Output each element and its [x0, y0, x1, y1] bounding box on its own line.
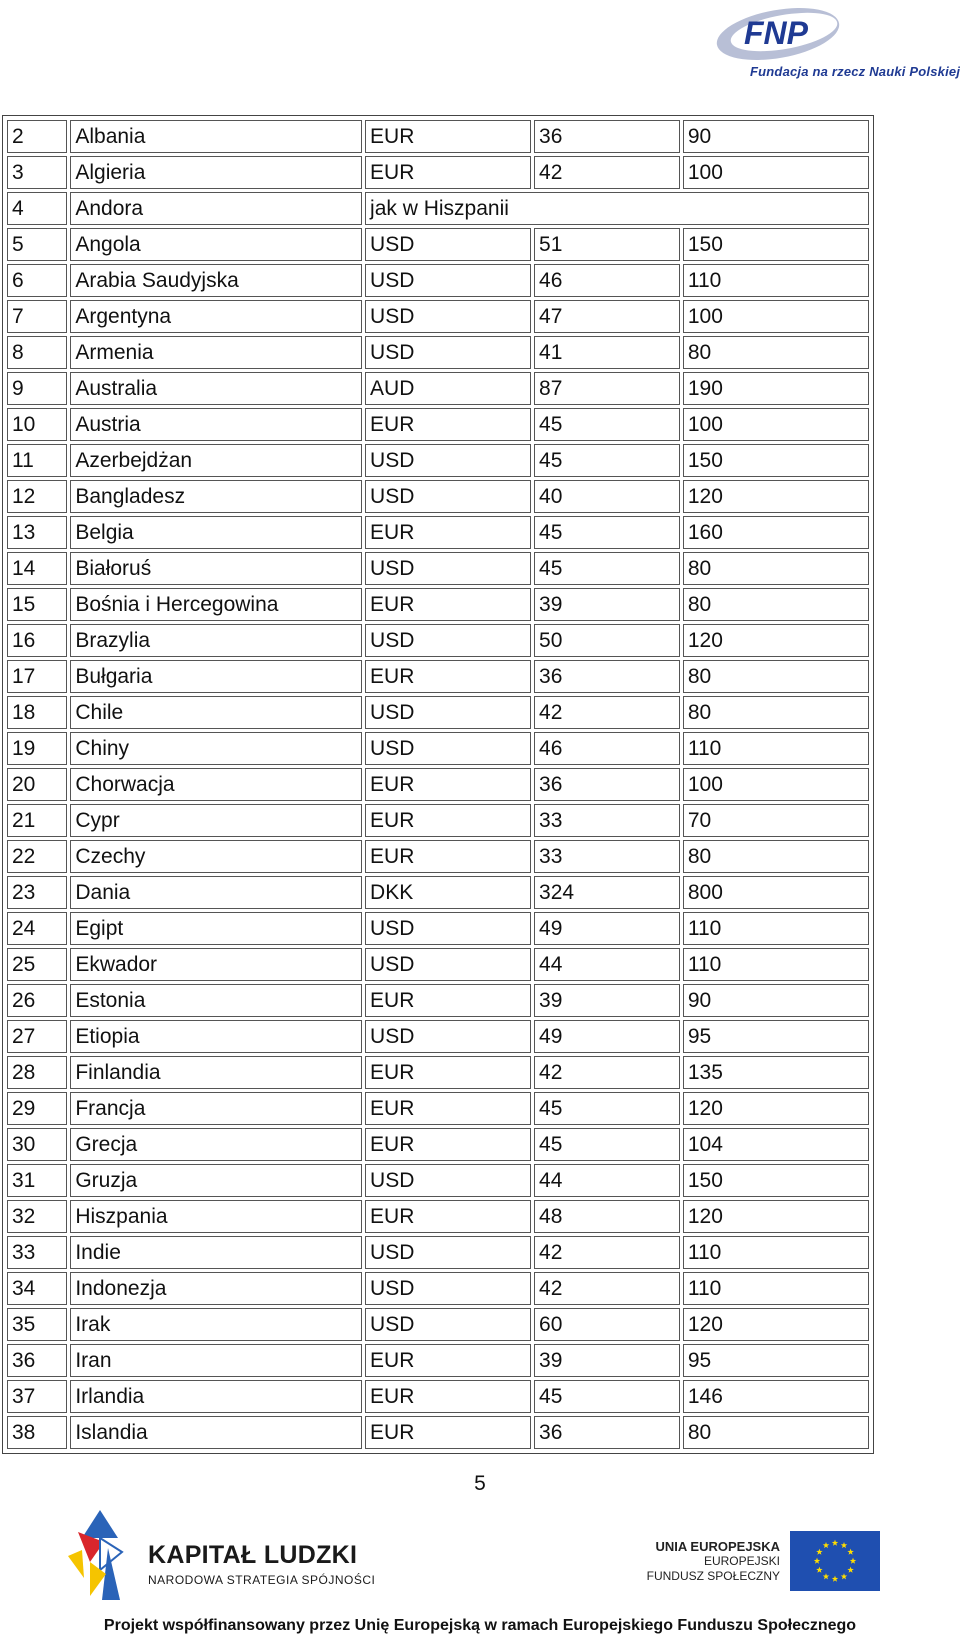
cell-diet: 45 [534, 1128, 680, 1161]
table-row [7, 984, 869, 1017]
cell-diet: 39 [534, 1344, 680, 1377]
cell-number: 23 [7, 876, 67, 909]
cell-country: Bośnia i Hercegowina [70, 588, 362, 621]
table-row [7, 408, 869, 441]
cell-number: 17 [7, 660, 67, 693]
cell-diet: 46 [534, 264, 680, 297]
table-row [7, 876, 869, 909]
cell-number: 7 [7, 300, 67, 333]
cell-currency: USD [365, 444, 531, 477]
fnp-logo-subtitle: Fundacja na rzecz Nauki Polskiej [750, 64, 960, 79]
cell-country: Andora [70, 192, 362, 225]
cell-currency: USD [365, 732, 531, 765]
cell-country: Czechy [70, 840, 362, 873]
cell-limit: 135 [683, 1056, 869, 1089]
cell-country: Brazylia [70, 624, 362, 657]
cell-country: Belgia [70, 516, 362, 549]
eu-line-1: UNIA EUROPEJSKA [655, 1539, 780, 1554]
allowance-table [2, 115, 874, 1454]
cell-number: 25 [7, 948, 67, 981]
cell-number: 34 [7, 1272, 67, 1305]
cell-limit: 80 [683, 840, 869, 873]
cell-diet: 324 [534, 876, 680, 909]
table-row [7, 588, 869, 621]
cell-limit: 80 [683, 696, 869, 729]
cell-number: 27 [7, 1020, 67, 1053]
cell-country: Indie [70, 1236, 362, 1269]
cell-number: 33 [7, 1236, 67, 1269]
kapital-ludzki-title: KAPITAŁ LUDZKI [148, 1541, 358, 1569]
cell-number: 31 [7, 1164, 67, 1197]
cell-limit: 95 [683, 1344, 869, 1377]
cell-country: Estonia [70, 984, 362, 1017]
cell-country: Algieria [70, 156, 362, 189]
cell-limit: 100 [683, 300, 869, 333]
cell-diet: 45 [534, 444, 680, 477]
cell-currency: EUR [365, 156, 531, 189]
eu-line-3: FUNDUSZ SPOŁECZNY [646, 1569, 780, 1583]
cell-currency: EUR [365, 1128, 531, 1161]
cell-number: 28 [7, 1056, 67, 1089]
cell-country: Dania [70, 876, 362, 909]
cell-diet: 49 [534, 1020, 680, 1053]
table-row [7, 1416, 869, 1449]
cell-number: 20 [7, 768, 67, 801]
cell-diet: 50 [534, 624, 680, 657]
cell-number: 8 [7, 336, 67, 369]
cell-limit: 110 [683, 948, 869, 981]
cell-currency: USD [365, 1020, 531, 1053]
cell-diet: 42 [534, 1272, 680, 1305]
cell-number: 13 [7, 516, 67, 549]
cell-diet: 47 [534, 300, 680, 333]
cell-number: 21 [7, 804, 67, 837]
cell-country: Argentyna [70, 300, 362, 333]
cell-limit: 70 [683, 804, 869, 837]
table-row [7, 480, 869, 513]
cell-limit: 120 [683, 480, 869, 513]
cell-limit: 110 [683, 732, 869, 765]
table-row [7, 1308, 869, 1341]
table-row [7, 912, 869, 945]
eu-text [647, 1539, 780, 1584]
cell-limit: 80 [683, 552, 869, 585]
cell-number: 9 [7, 372, 67, 405]
cell-number: 24 [7, 912, 67, 945]
fnp-logo-icon [700, 2, 960, 64]
cell-country: Bangladesz [70, 480, 362, 513]
cell-country: Ekwador [70, 948, 362, 981]
cell-limit: 80 [683, 588, 869, 621]
table-row [7, 120, 869, 153]
cell-number: 37 [7, 1380, 67, 1413]
cell-currency: DKK [365, 876, 531, 909]
cell-diet: 39 [534, 588, 680, 621]
page-number: 5 [474, 1472, 486, 1495]
cell-currency: USD [365, 300, 531, 333]
cell-number: 26 [7, 984, 67, 1017]
cell-diet: 36 [534, 120, 680, 153]
table-row [7, 840, 869, 873]
table-row [7, 948, 869, 981]
cell-diet: 42 [534, 696, 680, 729]
cell-country: Arabia Saudyjska [70, 264, 362, 297]
cell-country: Austria [70, 408, 362, 441]
cell-limit: 100 [683, 408, 869, 441]
cell-diet: 36 [534, 1416, 680, 1449]
cell-currency: EUR [365, 1416, 531, 1449]
cell-limit: 104 [683, 1128, 869, 1161]
cell-diet: 60 [534, 1308, 680, 1341]
cell-country: Chile [70, 696, 362, 729]
cell-currency: USD [365, 948, 531, 981]
cell-limit: 80 [683, 1416, 869, 1449]
cell-limit: 110 [683, 1272, 869, 1305]
cell-currency: USD [365, 1164, 531, 1197]
cell-number: 18 [7, 696, 67, 729]
cell-limit: 110 [683, 912, 869, 945]
table-row [7, 1380, 869, 1413]
cell-number: 4 [7, 192, 67, 225]
cell-diet: 87 [534, 372, 680, 405]
cell-currency: EUR [365, 1344, 531, 1377]
fnp-logo [700, 2, 960, 82]
table-row [7, 624, 869, 657]
cell-number: 36 [7, 1344, 67, 1377]
cell-number: 16 [7, 624, 67, 657]
cell-limit: 160 [683, 516, 869, 549]
cell-diet: 36 [534, 768, 680, 801]
table-row [7, 156, 869, 189]
table-row [7, 732, 869, 765]
cell-number: 14 [7, 552, 67, 585]
eu-flag-icon [790, 1531, 880, 1591]
cell-currency: USD [365, 696, 531, 729]
cell-currency: EUR [365, 408, 531, 441]
cell-diet: 44 [534, 1164, 680, 1197]
table-row [7, 1092, 869, 1125]
cell-country: Białoruś [70, 552, 362, 585]
cell-country: Chiny [70, 732, 362, 765]
cell-number: 19 [7, 732, 67, 765]
cell-country: Bułgaria [70, 660, 362, 693]
cell-diet: 48 [534, 1200, 680, 1233]
cell-number: 38 [7, 1416, 67, 1449]
cell-limit: 150 [683, 1164, 869, 1197]
cell-currency: USD [365, 912, 531, 945]
cell-limit: 120 [683, 1092, 869, 1125]
cell-diet: 39 [534, 984, 680, 1017]
table-row [7, 552, 869, 585]
table-row [7, 1344, 869, 1377]
cell-number: 5 [7, 228, 67, 261]
cell-limit: 90 [683, 120, 869, 153]
table-row [7, 1128, 869, 1161]
table-row [7, 1236, 869, 1269]
cell-number: 6 [7, 264, 67, 297]
table-row [7, 1056, 869, 1089]
cell-limit: 120 [683, 1308, 869, 1341]
table-row [7, 228, 869, 261]
table-row [7, 444, 869, 477]
table-row [7, 192, 869, 225]
table-row [7, 1020, 869, 1053]
table-row [7, 372, 869, 405]
cell-country: Grecja [70, 1128, 362, 1161]
cell-currency: EUR [365, 1056, 531, 1089]
cell-limit: 150 [683, 444, 869, 477]
cell-country: Armenia [70, 336, 362, 369]
cell-diet: 33 [534, 804, 680, 837]
table-body [7, 120, 869, 1449]
cell-limit: 90 [683, 984, 869, 1017]
cell-currency: USD [365, 1236, 531, 1269]
cell-diet: 46 [534, 732, 680, 765]
fnp-logo-text: FNP [744, 15, 808, 51]
cell-number: 11 [7, 444, 67, 477]
cell-currency: EUR [365, 984, 531, 1017]
cell-number: 35 [7, 1308, 67, 1341]
cofinance-notice: Projekt współfinansowany przez Unię Europejską w ramach Europejskiego Funduszu Społecznego [103, 1617, 857, 1634]
cell-diet: 51 [534, 228, 680, 261]
cell-limit: 100 [683, 156, 869, 189]
cell-currency: EUR [365, 516, 531, 549]
cell-limit: 800 [683, 876, 869, 909]
cell-number: 2 [7, 120, 67, 153]
cell-diet: 41 [534, 336, 680, 369]
table-row [7, 768, 869, 801]
cell-limit: 110 [683, 1236, 869, 1269]
cell-diet: 42 [534, 1056, 680, 1089]
cell-country: Indonezja [70, 1272, 362, 1305]
cell-currency: EUR [365, 1380, 531, 1413]
cell-currency: USD [365, 336, 531, 369]
cell-currency: EUR [365, 1092, 531, 1125]
cell-diet: 36 [534, 660, 680, 693]
cell-currency: EUR [365, 660, 531, 693]
table-row [7, 1200, 869, 1233]
cell-country: Australia [70, 372, 362, 405]
cell-limit: 146 [683, 1380, 869, 1413]
cell-country: Islandia [70, 1416, 362, 1449]
cell-currency: USD [365, 552, 531, 585]
kapital-ludzki-emblem-icon [60, 1508, 140, 1600]
cell-diet: 42 [534, 1236, 680, 1269]
cell-diet: 45 [534, 516, 680, 549]
table-row [7, 1164, 869, 1197]
cell-diet: 44 [534, 948, 680, 981]
cell-note: jak w Hiszpanii [365, 192, 869, 225]
cell-country: Gruzja [70, 1164, 362, 1197]
cell-country: Albania [70, 120, 362, 153]
cell-country: Irlandia [70, 1380, 362, 1413]
cell-limit: 120 [683, 1200, 869, 1233]
cell-limit: 80 [683, 660, 869, 693]
cell-currency: EUR [365, 840, 531, 873]
cell-limit: 95 [683, 1020, 869, 1053]
cell-number: 3 [7, 156, 67, 189]
cell-number: 32 [7, 1200, 67, 1233]
cell-limit: 80 [683, 336, 869, 369]
cell-number: 10 [7, 408, 67, 441]
cell-country: Hiszpania [70, 1200, 362, 1233]
cell-country: Angola [70, 228, 362, 261]
cell-diet: 40 [534, 480, 680, 513]
cell-currency: USD [365, 228, 531, 261]
cell-currency: USD [365, 480, 531, 513]
cell-currency: USD [365, 1272, 531, 1305]
kapital-ludzki-logo [60, 1508, 390, 1604]
cell-diet: 33 [534, 840, 680, 873]
cell-currency: USD [365, 624, 531, 657]
eu-line-2: EUROPEJSKI [703, 1554, 780, 1568]
cell-currency: EUR [365, 1200, 531, 1233]
cell-currency: EUR [365, 120, 531, 153]
table-row [7, 804, 869, 837]
cell-diet: 49 [534, 912, 680, 945]
cell-currency: EUR [365, 804, 531, 837]
cell-country: Irak [70, 1308, 362, 1341]
cell-number: 30 [7, 1128, 67, 1161]
eu-logo [640, 1525, 880, 1595]
cell-currency: USD [365, 1308, 531, 1341]
kapital-ludzki-subtitle: NARODOWA STRATEGIA SPÓJNOŚCI [148, 1573, 376, 1587]
table-row [7, 660, 869, 693]
cell-number: 12 [7, 480, 67, 513]
table-row [7, 336, 869, 369]
cell-country: Iran [70, 1344, 362, 1377]
cell-limit: 110 [683, 264, 869, 297]
cell-diet: 45 [534, 1092, 680, 1125]
cell-diet: 45 [534, 408, 680, 441]
table-row [7, 1272, 869, 1305]
cell-limit: 190 [683, 372, 869, 405]
cell-currency: AUD [365, 372, 531, 405]
cell-country: Cypr [70, 804, 362, 837]
cell-number: 22 [7, 840, 67, 873]
cell-country: Finlandia [70, 1056, 362, 1089]
cell-country: Azerbejdżan [70, 444, 362, 477]
cell-currency: EUR [365, 588, 531, 621]
cell-diet: 45 [534, 552, 680, 585]
cell-number: 15 [7, 588, 67, 621]
cell-diet: 42 [534, 156, 680, 189]
cell-currency: EUR [365, 768, 531, 801]
cell-limit: 120 [683, 624, 869, 657]
cell-currency: USD [365, 264, 531, 297]
cell-number: 29 [7, 1092, 67, 1125]
table-row [7, 300, 869, 333]
cell-country: Etiopia [70, 1020, 362, 1053]
cell-country: Francja [70, 1092, 362, 1125]
cell-country: Egipt [70, 912, 362, 945]
table-row [7, 696, 869, 729]
cell-country: Chorwacja [70, 768, 362, 801]
cell-diet: 45 [534, 1380, 680, 1413]
cell-limit: 150 [683, 228, 869, 261]
table-row [7, 516, 869, 549]
cell-limit: 100 [683, 768, 869, 801]
table-row [7, 264, 869, 297]
